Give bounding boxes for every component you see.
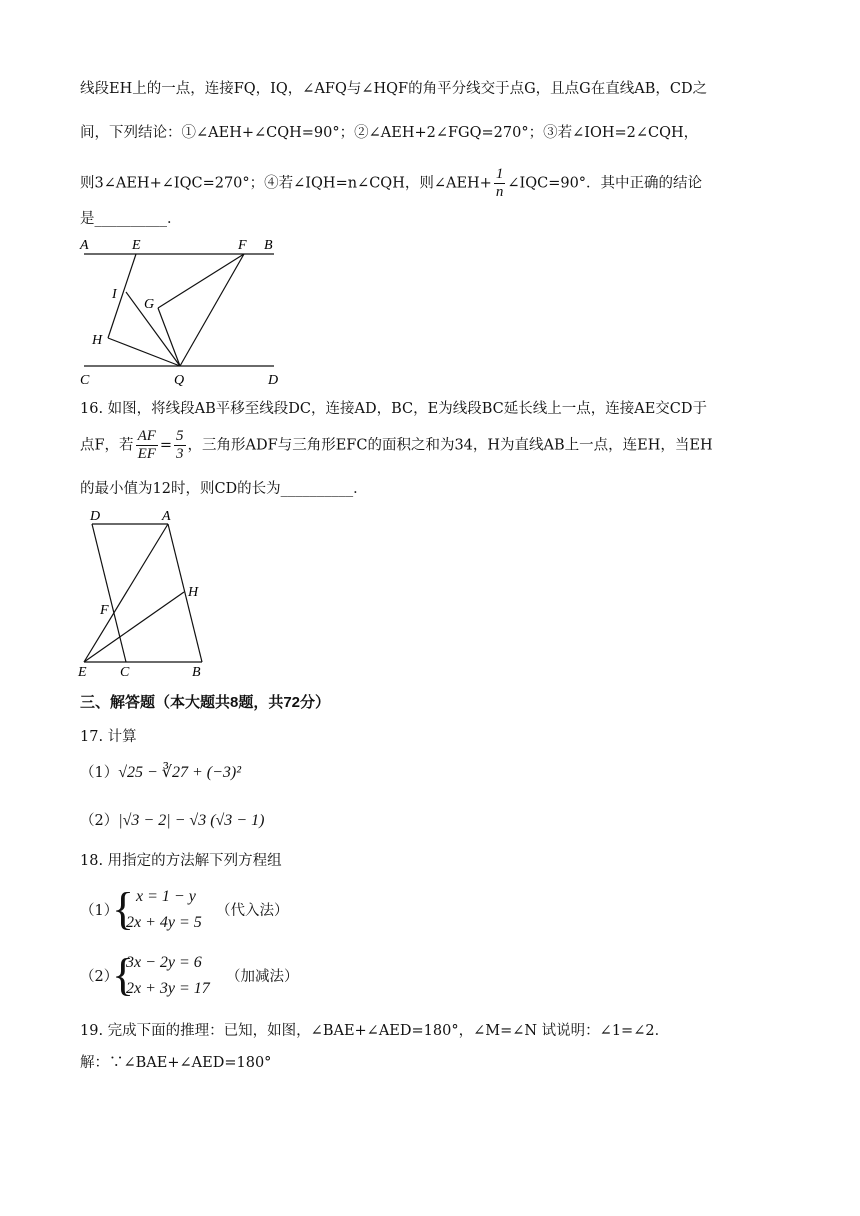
label-g: G bbox=[144, 297, 155, 312]
seg-fq bbox=[180, 254, 244, 366]
q17-p1-expr: √25 − ∛27 + (−3)² bbox=[118, 764, 242, 781]
q18-p2-eq1: 3x − 2y = 6 bbox=[126, 954, 202, 971]
label-a: A bbox=[162, 509, 171, 524]
q18-p2-eq2: 2x + 3y = 17 bbox=[126, 980, 210, 997]
label-c: C bbox=[120, 665, 130, 680]
q16-frac-num: AF bbox=[137, 428, 156, 444]
q17-part-2 bbox=[80, 810, 790, 832]
q16-line-2 bbox=[80, 428, 790, 468]
seg-fg bbox=[158, 254, 244, 308]
label-a: A bbox=[80, 238, 89, 253]
q16-figure bbox=[76, 506, 216, 682]
label-f: F bbox=[238, 238, 247, 253]
seg-gq bbox=[158, 308, 180, 366]
q15-line-4: 是__________． bbox=[80, 211, 182, 227]
section-3-heading: 三、解答题（本大题共8题，共72分） bbox=[80, 694, 331, 711]
label-h: H bbox=[92, 333, 103, 348]
q16-line-1: 16. 如图，将线段AB平移至线段DC，连接AD，BC，E为线段BC延长线上一点，连接AE交CD于 bbox=[80, 401, 708, 417]
q16-line-3: 的最小值为12时，则CD的长为__________． bbox=[80, 481, 368, 497]
q16-line-2b: ，三角形ADF与三角形EFC的面积之和为34，H为直线AB上一点，连EH，当EH bbox=[187, 437, 713, 454]
q18-p1-eq1: x = 1 − y bbox=[136, 888, 196, 905]
q18-p1-brace: { bbox=[112, 883, 135, 934]
label-b: B bbox=[264, 238, 273, 253]
label-d: D bbox=[90, 509, 101, 524]
label-d: D bbox=[268, 373, 279, 388]
q18-p1-eq2: 2x + 4y = 5 bbox=[126, 914, 202, 931]
label-q: Q bbox=[174, 373, 185, 388]
label-h: H bbox=[188, 585, 199, 600]
label-i: I bbox=[112, 287, 117, 302]
q16-frac2-num: 5 bbox=[176, 428, 184, 444]
q16-line-2a: 点F，若 bbox=[80, 437, 134, 454]
q17-p2-expr: |√3 − 2| − √3 (√3 − 1) bbox=[118, 812, 265, 829]
label-e: E bbox=[132, 238, 141, 253]
q18-p2-label: （2） bbox=[80, 969, 119, 985]
q16-frac2-den: 3 bbox=[176, 446, 184, 462]
label-c: C bbox=[80, 373, 90, 388]
q19-line-1: 19. 完成下面的推理：已知，如图，∠BAE+∠AED=180°，∠M=∠N 试说明：∠1=∠2． bbox=[80, 1023, 670, 1039]
q15-line-2: 间，下列结论：①∠AEH+∠CQH=90°；②∠AEH+2∠FGQ=270°；③若∠IOH=2∠CQH， bbox=[80, 125, 699, 141]
q18-p1-label: （1） bbox=[80, 903, 119, 919]
label-b: B bbox=[192, 665, 201, 680]
q17-p1-label: （1） bbox=[80, 765, 119, 781]
q18-p1-method: （代入法） bbox=[216, 903, 289, 919]
q17-title: 17. 计算 bbox=[80, 729, 137, 745]
q18-p2-brace: { bbox=[112, 949, 135, 1000]
q15-line-3 bbox=[80, 166, 790, 206]
q18-p2-method: （加减法） bbox=[226, 969, 299, 985]
q17-part-1 bbox=[80, 762, 790, 784]
q16-fraction-af-ef bbox=[136, 428, 158, 463]
label-e: E bbox=[78, 665, 87, 680]
q15-figure bbox=[78, 234, 288, 390]
q15-line-1: 线段EH上的一点，连接FQ，IQ，∠AFQ与∠HQF的角平分线交于点G，且点G在直线AB，CD之 bbox=[80, 81, 708, 97]
q15-fraction-num: 1 bbox=[495, 166, 504, 182]
q16-frac-den: EF bbox=[137, 446, 156, 462]
q16-eq: = bbox=[159, 437, 173, 454]
q15-line-3a: 则3∠AEH+∠IQC=270°；④若∠IQH=n∠CQH，则∠AEH+ bbox=[80, 175, 492, 192]
q15-fraction-den: n bbox=[495, 184, 504, 200]
q17-p2-label: （2） bbox=[80, 813, 119, 829]
q16-fraction-5-3 bbox=[174, 428, 186, 463]
label-f: F bbox=[100, 603, 109, 618]
q15-fraction bbox=[494, 166, 506, 201]
q19-line-2: 解：∵∠BAE+∠AED=180° bbox=[80, 1055, 272, 1071]
q18-title: 18. 用指定的方法解下列方程组 bbox=[80, 853, 282, 869]
q15-line-3b: ∠IQC=90°．其中正确的结论 bbox=[507, 175, 703, 192]
seg-eh bbox=[84, 592, 184, 662]
